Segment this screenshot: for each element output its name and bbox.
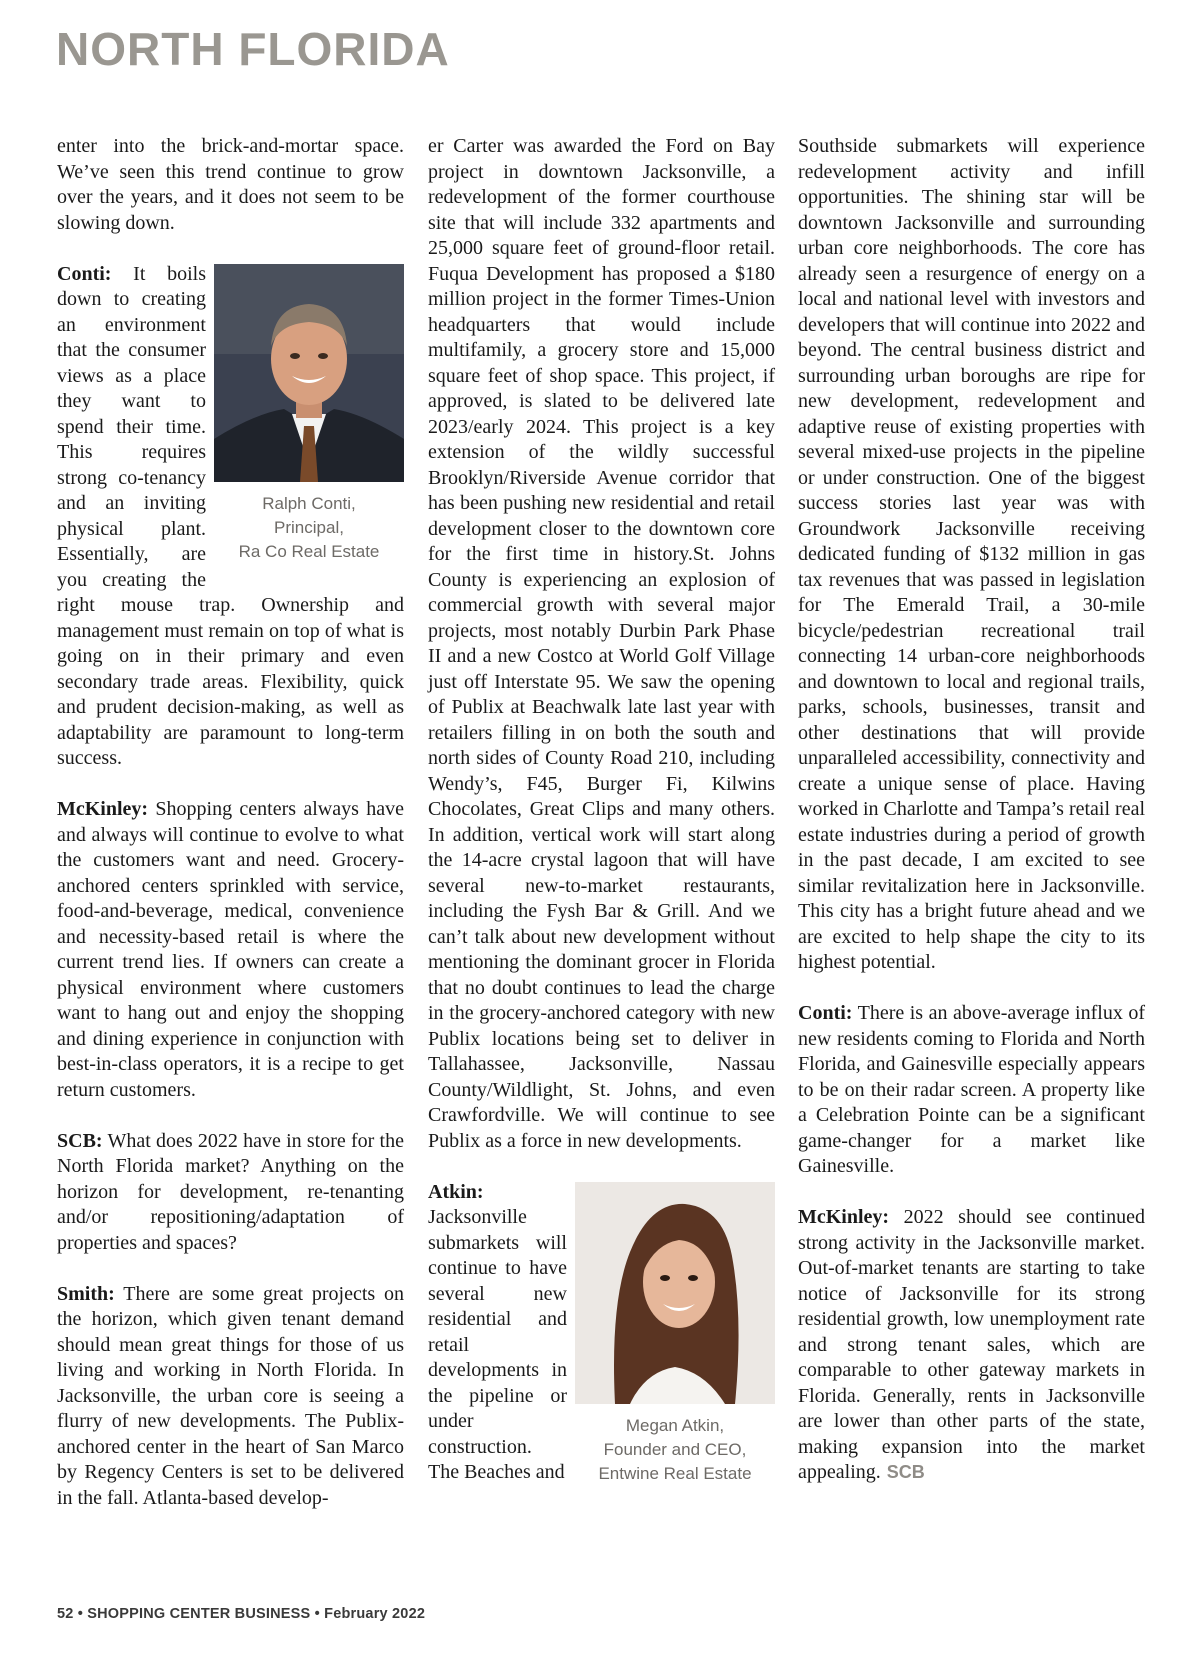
- paragraph: [57, 262, 404, 772]
- photo-caption: [575, 1414, 775, 1486]
- caption-name: Megan Atkin,: [625, 1415, 725, 1435]
- article-column-1: [57, 134, 404, 1511]
- photo-megan-atkin: [575, 1182, 775, 1486]
- page-number: 52: [57, 1606, 74, 1622]
- caption-name: Ralph Conti,: [262, 493, 356, 513]
- article-column-2: [428, 134, 775, 1492]
- speaker-label: McKinley:: [798, 1206, 890, 1228]
- speaker-label: Smith:: [57, 1282, 115, 1305]
- paragraph: Southside submarkets will experience redevelopment activity and infill opportunities. The shining star will be downtown Jacksonville and surrounding urban core neighborhoods. The core has already seen a resurgence of energy on a local and national level with investors and developers that will continue into 2022 and beyond. The central business district and surrounding urban boroughs are ripe for new development, redevelopment and adaptive reuse of existing properties with several mixed-use projects in the pipeline or under construction. One of the biggest success stories last year was with Groundwork Jacksonville receiving dedicated funding of $132 million in gas tax revenues that was passed in legislation for The Emerald Trail, a 30-mile bicycle/pedestrian recreational trail connecting 14 urban-core neighborhoods and downtown to local and regional trails, parks, schools, businesses, transit and other destinations that will provide unparalleled accessibility, connectivity and create a unique sense of place. Having worked in Charlotte and Tampa’s retail real estate industries during a period of growth in the past decade, I am excited to see similar revitalization here in Jacksonville. This city has a bright future ahead and we are excited to help shape the city to its highest potential.: [798, 135, 1146, 973]
- paragraph-text: Shopping centers always have and always will continue to evolve to what the customers want and need. Grocery-anchored centers sprinkled with service, food-and-beverage, medical, convenience and necessity-based retail is where the current trend lies. If owners can create a physical environment where customers want to hang out and enjoy the shopping and dining experience in conjunction with best-in-class operators, it is a recipe to get return customers.: [57, 798, 404, 1101]
- portrait-man-graphic: [214, 264, 404, 482]
- portrait-image: [214, 264, 404, 482]
- speaker-label: SCB:: [57, 1129, 103, 1152]
- end-mark: SCB: [886, 1462, 925, 1482]
- section-title: NORTH FLORIDA: [56, 23, 450, 75]
- speaker-label: McKinley:: [57, 798, 149, 820]
- paragraph-text: Jacksonville submarkets will continue to have several new residential and retail developments in the pipeline or under construction. The Beaches and: [428, 1206, 567, 1483]
- paragraph-text: There is an above-average influx of new residents coming to Florida and North Florida, and Gainesville especially appears to be on their radar screen. A property like a Celebration Pointe can be a significant game-changer for a market like Gainesville.: [798, 1002, 1145, 1177]
- paragraph-text: It boils down to creating an environment that the consumer views as a place they want to spend their time. This requires strong co-tenancy and an inviting physical plant. Essentially, are you creating the right mouse trap. Ownership and management must remain on top of what is going on in their primary and even secondary trade areas. Flexibility, quick and prudent decision-making, as well as adaptability are paramount to long-term success.: [57, 262, 404, 769]
- caption-title: Principal,: [274, 517, 344, 537]
- paragraph-text: 2022 should see continued strong activity in the Jacksonville market. Out-of-market tenants are starting to take notice of Jacksonville for its strong residential growth, low unemployment rate and strong tenant sales, which are comparable to other gateway markets in Florida. Generally, rents in Jacksonville are lower than other parts of the state, making expansion into the market appealing.: [798, 1206, 1145, 1483]
- article-column-3: [798, 134, 1145, 1486]
- photo-ralph-conti: [214, 264, 404, 564]
- publication-name: SHOPPING CENTER BUSINESS: [87, 1606, 311, 1622]
- paragraph: [57, 797, 404, 1103]
- paragraph: [428, 1180, 775, 1486]
- caption-company: Ra Co Real Estate: [238, 541, 380, 561]
- footer-separator: •: [73, 1606, 88, 1622]
- paragraph-text: There are some great projects on the horizon, which given tenant demand should mean great things for those of us living and working in North Florida. In Jacksonville, the urban core is seeing a flurry of new developments. The Publix-anchored center in the heart of San Marco by Regency Centers is set to be delivered in the fall. Atlanta-based develop-: [57, 1282, 404, 1509]
- paragraph: [57, 1129, 404, 1257]
- caption-company: Entwine Real Estate: [598, 1463, 752, 1483]
- speaker-label: Atkin:: [428, 1180, 484, 1203]
- photo-caption: [214, 492, 404, 564]
- paragraph: [798, 1001, 1145, 1180]
- caption-title: Founder and CEO,: [603, 1439, 747, 1459]
- paragraph: enter into the brick-and-mortar space. We’ve seen this trend continue to grow over the years, and it does not seem to be slowing down.: [57, 135, 404, 234]
- portrait-woman-graphic: [575, 1182, 775, 1404]
- speaker-label: Conti:: [57, 262, 112, 285]
- portrait-image: [575, 1182, 775, 1404]
- paragraph: [57, 1282, 404, 1512]
- speaker-label: Conti:: [798, 1002, 853, 1024]
- paragraph: [798, 1205, 1145, 1486]
- page-footer: [57, 1606, 425, 1622]
- paragraph-text: What does 2022 have in store for the North Florida market? Anything on the horizon for development, re-tenanting and/or repositioning/adaptation of properties and spaces?: [57, 1129, 404, 1254]
- footer-separator: •: [310, 1606, 325, 1622]
- issue-date: February 2022: [324, 1606, 426, 1622]
- paragraph: er Carter was awarded the Ford on Bay project in downtown Jacksonville, a redevelopment of the former courthouse site that will include 332 apartments and 25,000 square feet of ground-floor retail. Fuqua Development has proposed a $180 million project in the former Times-Union headquarters that would include multifamily, a grocery store and 15,000 square feet of shop space. This project, if approved, is slated to be delivered late 2023/early 2024. This project is a key extension of the wildly successful Brooklyn/Riverside Avenue corridor that has been pushing new residential and retail development closer to the downtown core for the first time in history.St. Johns County is experiencing an explosion of commercial growth with several major projects, most notably Durbin Park Phase II and a new Costco at World Golf Village just off Interstate 95. We saw the opening of Publix at Beachwalk late last year with retailers filling in on both the south and north sides of County Road 210, including Wendy’s, F45, Burger Fi, Kilwins Chocolates, Great Clips and many others. In addition, vertical work will start along the 14-acre crystal lagoon that will have several new-to-market restaurants, including the Fysh Bar & Grill. And we can’t talk about new development without mentioning the dominant grocer in Florida that no doubt continues to lead the charge in the grocery-anchored category with new Publix locations being set to deliver in Tallahassee, Jacksonville, Nassau County/Wildlight, St. Johns, and even Crawfordville. We will continue to see Publix as a force in new developments.: [428, 135, 775, 1152]
